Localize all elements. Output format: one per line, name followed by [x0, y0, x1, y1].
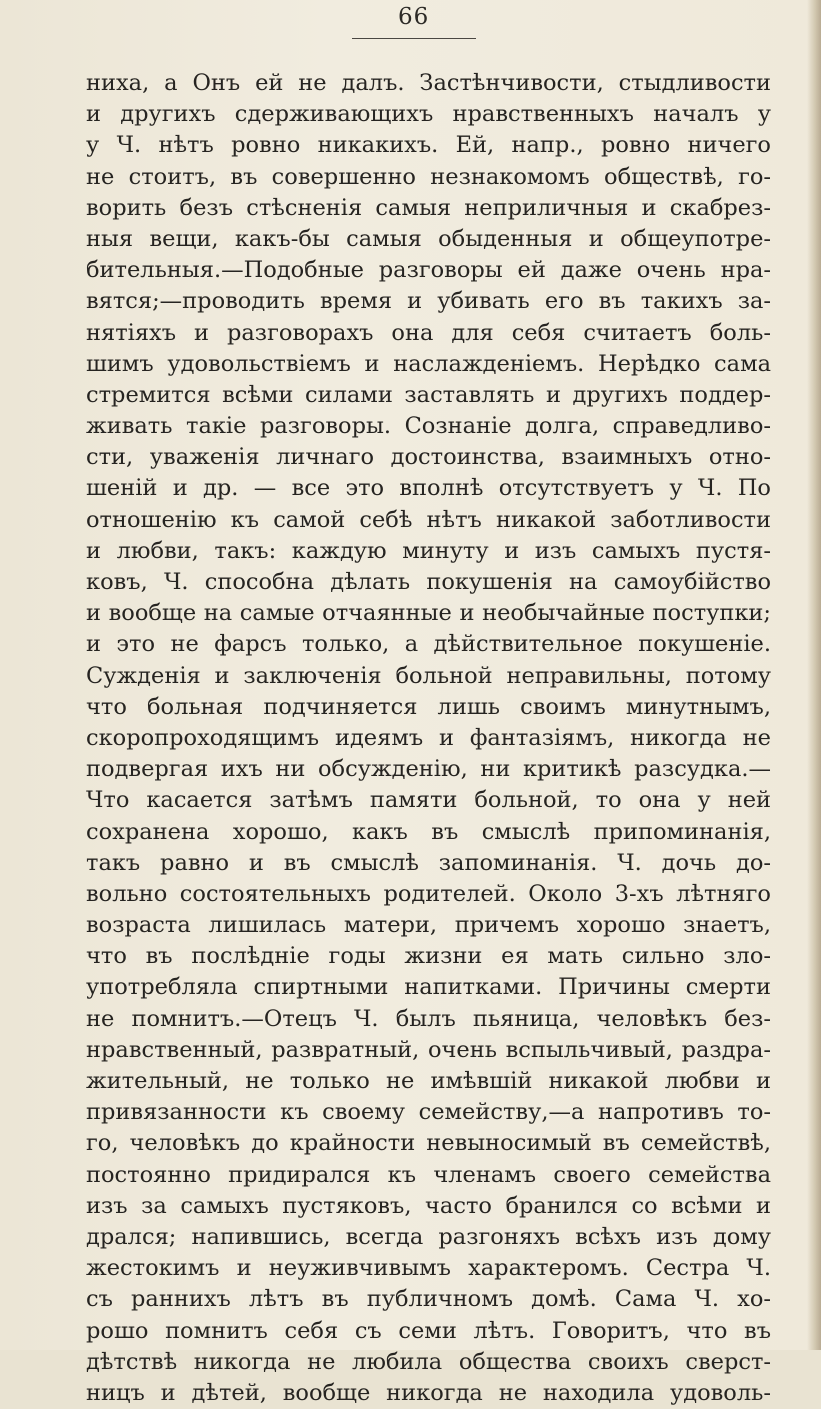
- text-line: шеній и др. — все это вполнѣ отсутствуетъ у Ч. По: [86, 475, 771, 502]
- text-line: не стоитъ, въ совершенно незнакомомъ обществѣ, го-: [86, 163, 772, 190]
- text-line: Сужденія и заключенія больной неправильны, потому: [86, 662, 772, 689]
- text-line: и другихъ сдерживающихъ нравственныхъ началъ у: [86, 101, 772, 128]
- page-edge-shadow: [807, 0, 821, 1350]
- text-line: такъ равно и въ смыслѣ запоминанія. Ч. дочь до-: [86, 849, 771, 876]
- text-line: жестокимъ и неуживчивымъ характеромъ. Сестра Ч.: [86, 1255, 771, 1282]
- text-line: нятіяхъ и разговорахъ она для себя считаетъ боль-: [86, 319, 771, 346]
- text-line: подвергая ихъ ни обсужденію, ни критикѣ разсудка.—: [86, 756, 772, 783]
- text-line: шимъ удовольствіемъ и наслажденіемъ. Нерѣдко сама: [86, 350, 771, 377]
- text-line: бительныя.—Подобные разговоры ей даже очень нра-: [86, 257, 771, 284]
- text-line: скоропроходящимъ идеямъ и фантазіямъ, никогда не: [86, 724, 771, 751]
- text-line: рошо помнитъ себя съ семи лѣтъ. Говоритъ, что въ: [86, 1317, 772, 1344]
- text-line: ниха, а Онъ ей не далъ. Застѣнчивости, стыдливости: [86, 70, 772, 96]
- text-line: у Ч. нѣтъ ровно никакихъ. Ей, напр., ровно ничего: [86, 132, 771, 159]
- text-line: возраста лишилась матери, причемъ хорошо знаетъ,: [86, 912, 771, 939]
- text-line: постоянно придирался къ членамъ своего семейства: [86, 1161, 771, 1188]
- text-line: сохранена хорошо, какъ въ смыслѣ припоминанія,: [86, 818, 771, 845]
- header-rule: [352, 38, 476, 39]
- text-line: ворить безъ стѣсненія самыя неприличныя и скабрез-: [86, 194, 771, 221]
- body-text: [86, 68, 771, 1409]
- text-line: сти, уваженія личнаго достоинства, взаимныхъ отно-: [86, 444, 772, 471]
- text-line: и любви, такъ: каждую минуту и изъ самыхъ пустя-: [86, 537, 772, 564]
- text-line: употребляла спиртными напитками. Причины смерти: [86, 974, 771, 1001]
- text-line: ницъ и дѣтей, вообще никогда не находила удоволь-: [86, 1379, 771, 1406]
- text-line: дѣтствѣ никогда не любила общества своихъ сверст-: [86, 1348, 772, 1375]
- text-line: живать такіе разговоры. Сознаніе долга, справедливо-: [86, 413, 771, 440]
- text-line: привязанности къ своему семейству,—а напротивъ то-: [86, 1099, 772, 1126]
- text-line: нравственный, развратный, очень вспыльчивый, раздра-: [86, 1036, 771, 1063]
- text-line: стремится всѣми силами заставлять и другихъ поддер-: [86, 381, 771, 408]
- text-line: отношенію къ самой себѣ нѣтъ никакой заботливости: [86, 506, 771, 533]
- text-line: ныя вещи, какъ-бы самыя обыденныя и общеупотре-: [86, 225, 771, 252]
- text-line: съ раннихъ лѣтъ въ публичномъ домѣ. Сама Ч. хо-: [86, 1286, 772, 1313]
- text-line: ковъ, Ч. способна дѣлать покушенія на самоубійство: [86, 569, 771, 595]
- text-line: и вообще на самые отчаянные и необычайные поступки;: [86, 600, 772, 627]
- text-line: Что касается затѣмъ памяти больной, то она у ней: [86, 787, 772, 814]
- page-number: 66: [398, 4, 430, 30]
- text-line: что въ послѣдніе годы жизни ея мать сильно зло-: [86, 943, 771, 970]
- text-line: что больная подчиняется лишь своимъ минутнымъ,: [86, 693, 771, 720]
- text-line: вольно состоятельныхъ родителей. Около 3-хъ лѣтняго: [86, 880, 771, 907]
- text-line: не помнитъ.—Отецъ Ч. былъ пьяница, человѣкъ без-: [86, 1005, 772, 1032]
- text-line: изъ за самыхъ пустяковъ, часто бранился со всѣми и: [86, 1192, 771, 1219]
- text-line: дрался; напившись, всегда разгоняхъ всѣхъ изъ дому: [86, 1223, 772, 1250]
- text-line: го, человѣкъ до крайности невыносимый въ семействѣ,: [86, 1130, 772, 1157]
- text-line: вятся;—проводить время и убивать его въ такихъ за-: [86, 288, 772, 315]
- text-line: жительный, не только не имѣвшій никакой любви и: [86, 1068, 771, 1094]
- text-line: и это не фарсъ только, а дѣйствительное покушеніе.: [86, 631, 772, 658]
